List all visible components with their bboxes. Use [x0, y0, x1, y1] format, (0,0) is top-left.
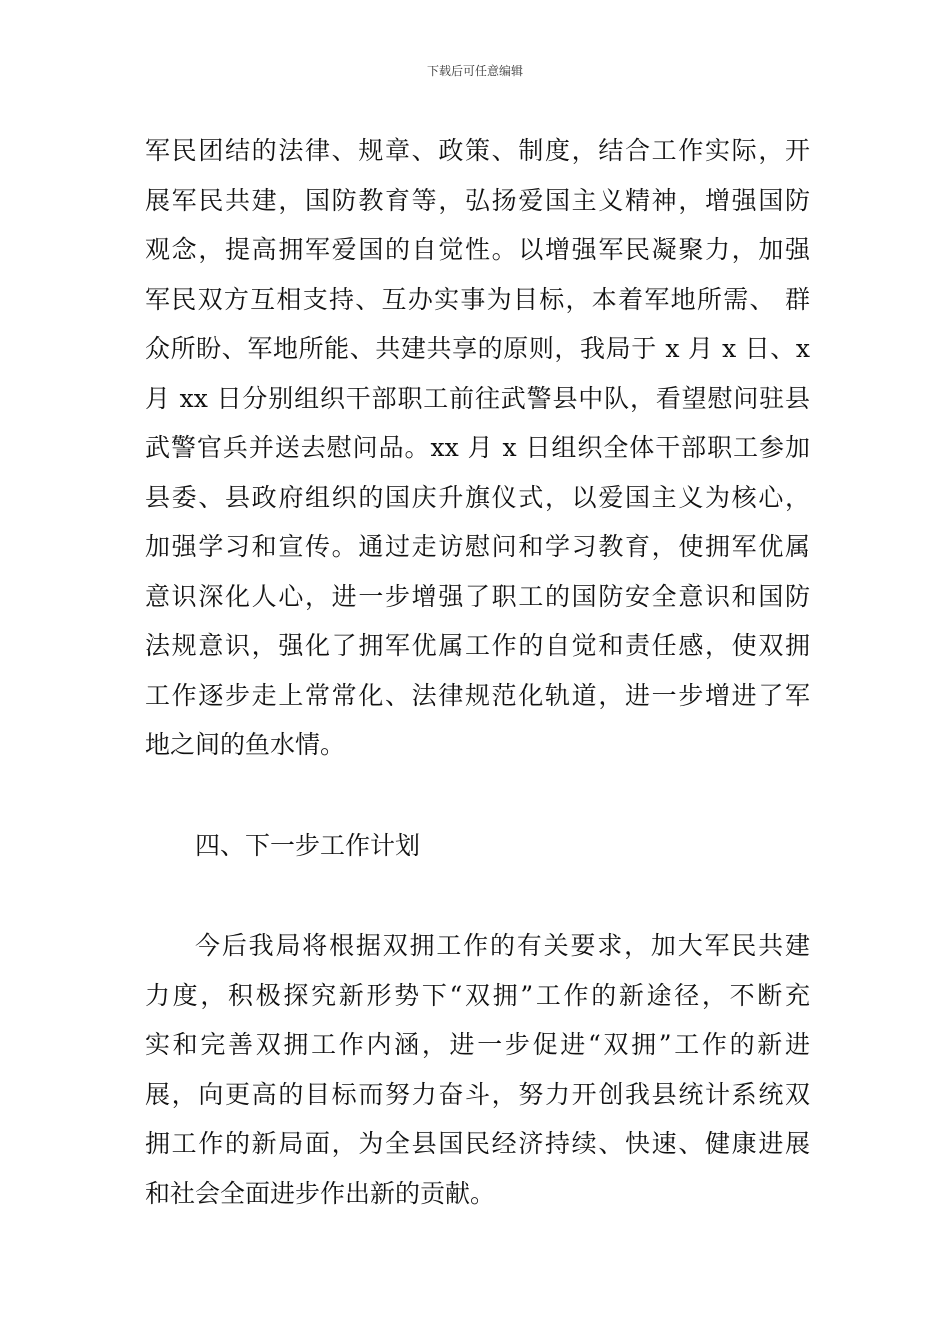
paragraph-1 [145, 126, 810, 770]
paragraph-line: 众所盼、军地所能、共建共享的原则，我局于 x 月 x 日、x [145, 334, 810, 363]
paragraph-line: 法规意识，强化了拥军优属工作的自觉和责任感，使双拥 [145, 631, 810, 660]
paragraph-line: 工作逐步走上常常化、法律规范化轨道，进一步增进了军 [145, 680, 810, 710]
paragraph-line: 武警官兵并送去慰问品。xx 月 x 日组织全体干部职工参加 [145, 433, 810, 462]
paragraph-line: 县委、县政府组织的国庆升旗仪式，以爱国主义为核心， [145, 482, 810, 512]
paragraph-line: 展军民共建，国防教育等，弘扬爱国主义精神，增强国防 [145, 185, 810, 215]
paragraph-line: 拥工作的新局面，为全县国民经济持续、快速、健康进展 [145, 1129, 810, 1158]
paragraph-line: 月 xx 日分别组织干部职工前往武警县中队，看望慰问驻县 [145, 383, 810, 413]
paragraph-2 [145, 921, 810, 1218]
paragraph-line: 观念，提高拥军爱国的自觉性。以增强军民凝聚力，加强 [145, 235, 810, 264]
paragraph-line: 实和完善双拥工作内涵，进一步促进“双拥”工作的新进 [145, 1030, 810, 1059]
paragraph-line: 军民团结的法律、规章、政策、制度，结合工作实际，开 [145, 136, 810, 165]
page-header-note: 下载后可任意编辑 [426, 64, 523, 78]
section-heading: 四、下一步工作计划 [195, 831, 421, 860]
paragraph-line: 今后我局将根据双拥工作的有关要求，加大军民共建 [195, 931, 810, 960]
paragraph-line: 地之间的鱼水情。 [145, 730, 346, 759]
paragraph-line: 意识深化人心，进一步增强了职工的国防安全意识和国防 [145, 581, 810, 611]
paragraph-line: 展，向更高的目标而努力奋斗，努力开创我县统计系统双 [145, 1079, 810, 1109]
paragraph-line: 军民双方互相支持、互办实事为目标，本着军地所需、 群 [145, 284, 810, 314]
paragraph-line: 加强学习和宣传。通过走访慰问和学习教育，使拥军优属 [145, 532, 810, 561]
paragraph-line: 和社会全面进步作出新的贡献。 [145, 1178, 496, 1208]
paragraph-line: 力度，积极探究新形势下“双拥”工作的新途径，不断充 [145, 980, 810, 1010]
